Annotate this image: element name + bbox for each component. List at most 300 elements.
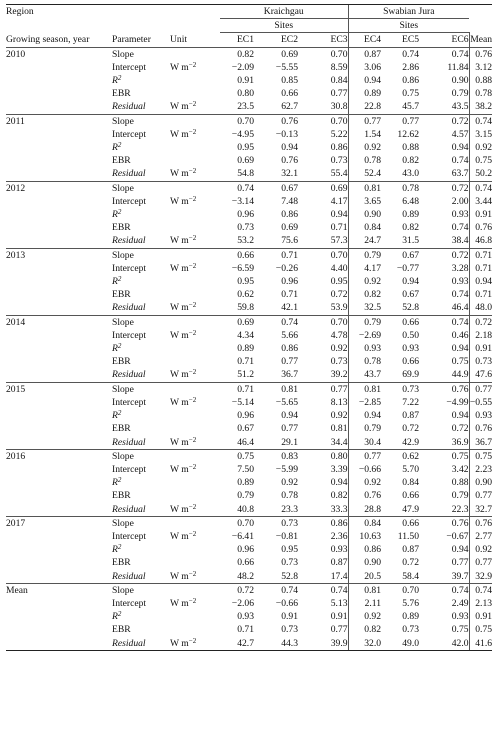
ec5-value: 0.50: [402, 329, 420, 341]
ec6-value: 0.93: [451, 611, 469, 623]
table-row: [6, 556, 492, 569]
ec2-value: −0.81: [275, 530, 298, 542]
ec2-value: 0.94: [281, 142, 298, 154]
ec4-value: 0.77: [348, 449, 393, 463]
ec6-value: 0.94: [451, 343, 469, 355]
ec4-value: 22.8: [348, 100, 393, 114]
ec6-value: 0.72: [431, 181, 469, 195]
param-intercept: Intercept: [112, 597, 147, 609]
ec3-value: 4.40: [330, 262, 348, 274]
ec5-value: 0.74: [393, 47, 431, 61]
param-ebr: EBR: [112, 88, 131, 100]
year-cell: [6, 128, 112, 141]
ec2-value: 0.76: [266, 114, 310, 128]
table-row: [6, 610, 492, 623]
ec5-value: 0.67: [393, 248, 431, 262]
ec3-value: 0.77: [330, 624, 348, 636]
ec5-value: 0.72: [402, 423, 420, 435]
year-cell: [6, 637, 112, 651]
ec6-value: 43.5: [451, 101, 469, 113]
year-cell: [6, 154, 112, 167]
table-row: [6, 583, 492, 597]
ec3-value: 0.73: [330, 356, 348, 368]
ec3-value: 3.39: [330, 463, 348, 475]
year-cell: [6, 503, 112, 517]
ec1-value: −2.09: [231, 61, 254, 73]
param-residual: Residual: [112, 369, 146, 381]
ec4-value: 0.78: [348, 154, 393, 167]
ec1-value: 0.73: [237, 222, 254, 234]
table-row: [6, 342, 492, 355]
table-row: [6, 234, 492, 248]
ec1-value: 0.95: [237, 276, 254, 288]
ec1-value: 0.96: [237, 209, 254, 221]
ec1-value: 0.72: [220, 583, 266, 597]
ec2-value: 0.81: [266, 382, 310, 396]
param-slope: Slope: [112, 181, 170, 195]
ec1-value: 0.71: [220, 382, 266, 396]
mean-value: 3.15: [469, 128, 492, 141]
param-intercept: Intercept: [112, 329, 147, 341]
ec6-value: 0.79: [451, 88, 469, 100]
mean-value: 0.92: [469, 543, 492, 556]
year-label: 2017: [6, 516, 112, 530]
ec4-value: 0.93: [348, 342, 393, 355]
ec4-value: 1.54: [348, 128, 393, 141]
ec5-value: 0.66: [393, 516, 431, 530]
ec4-value: 0.90: [348, 556, 393, 569]
unit-cell: W $m^{-2}$: [170, 368, 197, 381]
table-row: [6, 114, 492, 128]
unit-cell: [170, 275, 220, 288]
year-label: 2013: [6, 248, 112, 262]
ec3-value: 0.92: [330, 343, 348, 355]
table-row: [6, 543, 492, 556]
param-intercept: Intercept: [112, 61, 147, 73]
year-cell: [6, 396, 112, 409]
ec1-value: 0.96: [237, 544, 254, 556]
ec1-value: 40.8: [237, 503, 254, 515]
ec1-value: 0.69: [237, 155, 254, 167]
year-label: Mean: [6, 583, 112, 597]
ec3-value: 0.77: [310, 382, 348, 396]
ec5-value: 0.67: [402, 289, 420, 301]
year-cell: [6, 100, 112, 114]
ec4-value: 0.79: [348, 315, 393, 329]
unit-cell: W $m^{-2}$: [170, 395, 197, 408]
mean-value: 2.77: [469, 530, 492, 543]
ec4-value: 0.79: [348, 422, 393, 435]
ec5-value: 45.7: [402, 101, 420, 113]
mean-value: 0.73: [469, 355, 492, 368]
ec4-value: 3.06: [348, 61, 393, 74]
unit-cell: [170, 47, 220, 61]
table-row: [6, 516, 492, 530]
ec4-value: 0.82: [348, 623, 393, 636]
ec6-value: 3.42: [451, 463, 469, 475]
ec5-value: 0.94: [402, 276, 420, 288]
table-row: [6, 503, 492, 517]
ec2-value: 0.71: [266, 248, 310, 262]
ec4-value: 0.92: [348, 275, 393, 288]
ec6-value: 0.74: [431, 47, 469, 61]
ec2-value: 36.7: [281, 369, 298, 381]
ec2-value: 29.1: [281, 436, 298, 448]
table-row: [6, 597, 492, 610]
unit-cell: W $m^{-2}$: [170, 637, 220, 651]
ec4-value: 2.11: [348, 597, 393, 610]
ec4-value: 0.79: [348, 248, 393, 262]
table-row: [6, 100, 492, 114]
ec3-value: 0.70: [310, 114, 348, 128]
ec2-header: EC2: [266, 33, 310, 47]
unit-cell: [170, 221, 220, 234]
ec6-value: 2.00: [451, 195, 469, 207]
unit-cell: W $m^{-2}$: [170, 234, 197, 247]
mean-value: 36.7: [469, 436, 492, 450]
ec6-value: −0.67: [446, 530, 469, 542]
ec5-value: 0.75: [402, 88, 420, 100]
unit-cell: [170, 422, 220, 435]
mean-value: 0.78: [469, 87, 492, 100]
table-row: [6, 489, 492, 502]
ec6-value: 46.4: [451, 302, 469, 314]
ec5-value: 0.78: [393, 181, 431, 195]
param-slope: Slope: [112, 583, 170, 597]
ec5-value: 0.89: [402, 209, 420, 221]
ec1-value: 0.89: [237, 477, 254, 489]
param-ebr: EBR: [112, 155, 131, 167]
ec4-value: 0.92: [348, 610, 393, 623]
ec5-value: 31.5: [402, 235, 420, 247]
ec6-value: −4.99: [446, 396, 469, 408]
mean-value: 0.76: [469, 422, 492, 435]
ec5-value: 58.4: [402, 570, 420, 582]
ec2-value: 0.95: [281, 544, 298, 556]
ec1-value: 0.66: [220, 248, 266, 262]
param-residual: Residual: [112, 436, 146, 448]
year-cell: [6, 543, 112, 556]
year-cell: [6, 74, 112, 87]
ec6-value: 22.3: [451, 503, 469, 515]
ec3-value: 0.70: [310, 47, 348, 61]
param-ebr: EBR: [112, 289, 131, 301]
param-ebr: EBR: [112, 557, 131, 569]
ec4-value: 28.8: [348, 503, 393, 517]
ec4-value: 0.76: [348, 489, 393, 502]
table-row: [6, 288, 492, 301]
param-slope: Slope: [112, 315, 170, 329]
ec1-value: −4.95: [231, 128, 254, 140]
ec1-value: 0.66: [237, 557, 254, 569]
table-row: [6, 637, 492, 651]
year-cell: [6, 489, 112, 502]
ec1-value: 0.70: [220, 114, 266, 128]
param-slope: Slope: [112, 382, 170, 396]
ec3-value: 55.4: [330, 168, 348, 180]
ec2-value: 0.69: [281, 222, 298, 234]
unit-cell: W $m^{-2}$: [170, 462, 197, 475]
ec3-value: 39.9: [310, 637, 348, 651]
param-residual: Residual: [112, 235, 146, 247]
unit-cell: [170, 248, 220, 262]
ec6-value: 0.72: [451, 423, 469, 435]
ec1-value: 0.95: [237, 142, 254, 154]
ec2-value: −0.66: [275, 597, 298, 609]
mean-value: 47.6: [469, 368, 492, 382]
ec3-value: 0.94: [330, 209, 348, 221]
year-cell: [6, 329, 112, 342]
mean-value: 0.93: [469, 409, 492, 422]
table-row: [6, 315, 492, 329]
mean-value: 0.77: [469, 382, 492, 396]
ec1-value: 46.4: [237, 436, 254, 448]
unit-cell: [170, 208, 220, 221]
ec3-value: 0.72: [330, 289, 348, 301]
param-intercept: Intercept: [112, 463, 147, 475]
table-row: [6, 47, 492, 61]
ec4-value: 32.5: [348, 301, 393, 315]
unit-cell: [170, 288, 220, 301]
table-row: [6, 248, 492, 262]
year-cell: [6, 556, 112, 569]
ec5-value: 7.22: [402, 396, 420, 408]
ec3-header: EC3: [310, 33, 348, 47]
ec6-value: 0.93: [451, 276, 469, 288]
ec4-value: 10.63: [348, 530, 393, 543]
ec6-value: 0.94: [451, 410, 469, 422]
mean-value: 0.71: [469, 288, 492, 301]
mean-value: 0.76: [469, 47, 492, 61]
ec6-value: 63.7: [451, 168, 469, 180]
mean-value: 2.23: [469, 463, 492, 476]
ec4-value: 0.90: [348, 208, 393, 221]
param-ebr: EBR: [112, 624, 131, 636]
ec2-value: 0.94: [281, 410, 298, 422]
mean-value: 0.91: [469, 610, 492, 623]
unit-cell: W $m^{-2}$: [170, 502, 197, 515]
ec2-value: 0.77: [281, 423, 298, 435]
mean-value: 41.6: [469, 637, 492, 651]
param-residual: Residual: [112, 168, 146, 180]
year-cell: [6, 623, 112, 636]
ec4-value: 0.86: [348, 543, 393, 556]
ec5-value: 0.89: [402, 611, 420, 623]
param-ebr: EBR: [112, 222, 131, 234]
ec6-value: 4.57: [451, 128, 469, 140]
ec2-value: 0.92: [281, 477, 298, 489]
param-slope: Slope: [112, 114, 170, 128]
ec3-value: 53.9: [330, 302, 348, 314]
ec2-value: −5.65: [275, 396, 298, 408]
ec2-value: 0.69: [266, 47, 310, 61]
mean-value: 46.8: [469, 234, 492, 248]
ec6-header: EC6: [431, 33, 469, 47]
mean-value: 0.74: [469, 583, 492, 597]
table-row: [6, 396, 492, 409]
ec1-value: −6.59: [231, 262, 254, 274]
param-intercept: Intercept: [112, 396, 147, 408]
ec3-value: 0.95: [330, 276, 348, 288]
param-slope: Slope: [112, 47, 170, 61]
ec3-value: 8.59: [330, 61, 348, 73]
ec1-value: 0.71: [237, 624, 254, 636]
unit-cell: [170, 181, 220, 195]
ec2-value: 0.67: [266, 181, 310, 195]
ec3-value: 33.3: [330, 503, 348, 515]
ec6-value: 0.74: [451, 222, 469, 234]
ec5-value: 0.73: [402, 624, 420, 636]
ec2-value: 0.83: [266, 449, 310, 463]
param-slope: Slope: [112, 248, 170, 262]
ec5-value: −0.77: [396, 262, 420, 274]
ec3-value: 2.36: [330, 530, 348, 542]
param-slope: Slope: [112, 449, 170, 463]
ec6-value: 0.75: [431, 449, 469, 463]
param-r2: $R^2$: [112, 141, 122, 154]
mean-value: 32.9: [469, 570, 492, 584]
ec1-value: −6.41: [231, 530, 254, 542]
ec4-value: 0.81: [348, 181, 393, 195]
ec1-value: 0.71: [237, 356, 254, 368]
ec5-value: 0.87: [402, 544, 420, 556]
ec2-value: 0.71: [281, 289, 298, 301]
ec2-value: 23.3: [281, 503, 298, 515]
ec5-value: 12.62: [397, 128, 420, 140]
table-row: [6, 128, 492, 141]
ec1-value: 0.89: [237, 343, 254, 355]
ec2-value: 62.7: [281, 101, 298, 113]
ec2-value: 0.76: [281, 155, 298, 167]
unit-cell: [170, 87, 220, 100]
ec2-value: 0.73: [266, 516, 310, 530]
ec5-value: 0.88: [402, 142, 420, 154]
ec5-value: 0.70: [393, 583, 431, 597]
mean-value: 2.13: [469, 597, 492, 610]
ec3-value: 5.22: [330, 128, 348, 140]
table-row: [6, 382, 492, 396]
ec1-value: 0.96: [237, 410, 254, 422]
table-row: [6, 449, 492, 463]
year-cell: [6, 234, 112, 248]
unit-cell: W $m^{-2}$: [170, 127, 197, 140]
ec1-value: 0.80: [237, 88, 254, 100]
year-label: 2015: [6, 382, 112, 396]
mean-value: 0.92: [469, 141, 492, 154]
ec2-value: 0.74: [266, 583, 310, 597]
ec1-value: 51.2: [237, 369, 254, 381]
ec2-value: 0.96: [281, 276, 298, 288]
param-r2: $R^2$: [112, 208, 122, 221]
ec3-value: 4.17: [330, 195, 348, 207]
unit-cell: W $m^{-2}$: [170, 328, 197, 341]
ec4-value: 0.87: [348, 47, 393, 61]
ec6-value: 0.74: [431, 583, 469, 597]
unit-cell: W $m^{-2}$: [170, 301, 197, 314]
ec5-value: 0.84: [402, 477, 420, 489]
param-slope: Slope: [112, 516, 170, 530]
mean-value: 0.94: [469, 275, 492, 288]
ec3-value: 4.78: [330, 329, 348, 341]
ec2-value: 0.74: [266, 315, 310, 329]
ec3-value: 0.84: [330, 75, 348, 87]
ec6-value: 38.4: [451, 235, 469, 247]
ec4-value: 0.81: [348, 583, 393, 597]
ec4-header: EC4: [348, 33, 393, 47]
year-cell: [6, 221, 112, 234]
year-cell: [6, 530, 112, 543]
ec1-value: 7.50: [237, 463, 254, 475]
mean-value: 0.74: [469, 114, 492, 128]
year-cell: [6, 570, 112, 584]
param-r2: $R^2$: [112, 275, 122, 288]
ec2-value: 0.78: [281, 490, 298, 502]
mean-value: 38.2: [469, 100, 492, 114]
ec3-value: 0.86: [330, 142, 348, 154]
mean-value: 0.76: [469, 221, 492, 234]
param-intercept: Intercept: [112, 128, 147, 140]
ec3-value: 17.4: [330, 570, 348, 582]
ec3-value: 0.70: [310, 248, 348, 262]
ec5-value: 0.66: [393, 315, 431, 329]
unit-cell: [170, 476, 220, 489]
ec3-value: 0.70: [310, 315, 348, 329]
ec2-value: 44.3: [266, 637, 310, 651]
ec5-value: 0.66: [402, 490, 420, 502]
ec2-value: −5.99: [275, 463, 298, 475]
ec5-value: 0.66: [402, 356, 420, 368]
ec6-value: 0.79: [451, 490, 469, 502]
ec3-value: 0.92: [330, 410, 348, 422]
param-intercept: Intercept: [112, 195, 147, 207]
ec5-value: 0.87: [402, 410, 420, 422]
energy-balance-table: [6, 4, 492, 651]
ec3-value: 30.8: [330, 101, 348, 113]
param-r2: $R^2$: [112, 409, 122, 422]
mean-value: 0.72: [469, 315, 492, 329]
ec1-value: 0.93: [237, 611, 254, 623]
mean-value: 0.76: [469, 516, 492, 530]
ec2-value: 32.1: [281, 168, 298, 180]
ec1-value: 0.67: [237, 423, 254, 435]
unit-cell: [170, 355, 220, 368]
ec6-value: 0.93: [451, 209, 469, 221]
mean-value: 0.77: [469, 556, 492, 569]
ec1-value: 42.7: [220, 637, 266, 651]
ec6-value: 0.72: [431, 114, 469, 128]
ec1-value: 0.70: [220, 516, 266, 530]
ec3-value: 0.94: [330, 477, 348, 489]
table-row: [6, 208, 492, 221]
ec1-value: 59.8: [237, 302, 254, 314]
ec6-value: 0.88: [451, 477, 469, 489]
mean-value: 3.44: [469, 195, 492, 208]
ec6-value: 0.77: [451, 557, 469, 569]
ec3-value: 0.81: [330, 423, 348, 435]
mean-value: 0.88: [469, 74, 492, 87]
ec6-value: 0.75: [451, 356, 469, 368]
year-label: 2016: [6, 449, 112, 463]
ec3-value: 0.80: [310, 449, 348, 463]
table-row: [6, 570, 492, 584]
ec4-value: 3.65: [348, 195, 393, 208]
unit-cell: [170, 382, 220, 396]
param-residual: Residual: [112, 101, 146, 113]
ec5-value: 0.82: [402, 222, 420, 234]
ec6-value: 0.74: [451, 289, 469, 301]
ec4-value: 0.84: [348, 221, 393, 234]
ec5-value: 11.50: [397, 530, 420, 542]
